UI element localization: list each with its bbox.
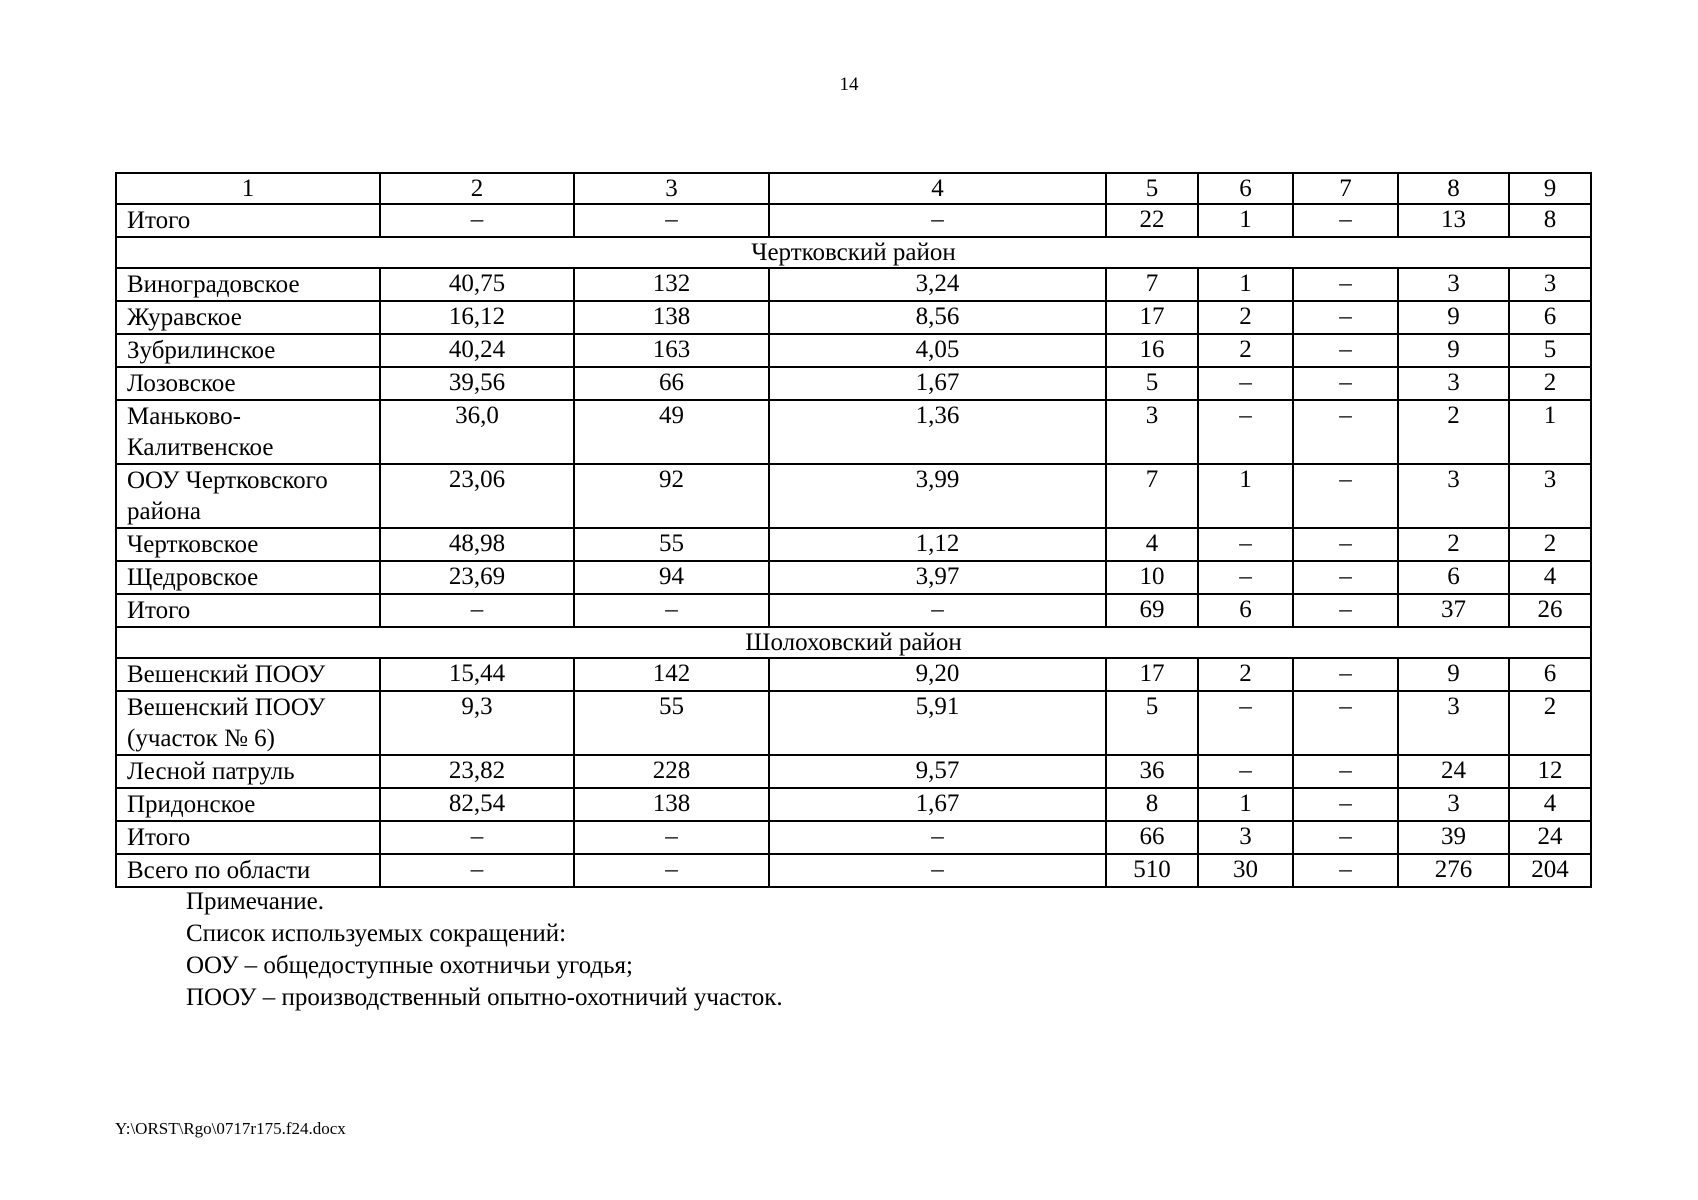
column-number-cell: 4	[769, 173, 1106, 204]
value-cell: 1,12	[769, 528, 1106, 561]
table-row	[116, 301, 1591, 334]
value-cell: –	[1198, 400, 1293, 464]
value-cell: 4	[1106, 528, 1198, 561]
value-cell: 3	[1198, 821, 1293, 854]
row-name-cell: Журавское	[116, 301, 380, 334]
value-cell: 92	[574, 464, 769, 528]
value-cell: 138	[574, 788, 769, 821]
value-cell: 23,69	[380, 561, 574, 594]
value-cell: 40,24	[380, 334, 574, 367]
value-cell: 3	[1509, 464, 1591, 528]
value-cell: –	[1293, 400, 1398, 464]
value-cell: 3,24	[769, 268, 1106, 301]
value-cell: 4,05	[769, 334, 1106, 367]
value-cell: 3	[1398, 367, 1509, 400]
value-cell: 12	[1509, 755, 1591, 788]
value-cell: –	[1293, 788, 1398, 821]
value-cell: –	[574, 854, 769, 887]
table-row	[116, 821, 1591, 854]
value-cell: –	[1198, 367, 1293, 400]
section-row	[116, 627, 1591, 658]
value-cell: –	[380, 821, 574, 854]
value-cell: 1,67	[769, 367, 1106, 400]
value-cell: 3,97	[769, 561, 1106, 594]
value-cell: –	[1293, 367, 1398, 400]
value-cell: –	[1198, 561, 1293, 594]
value-cell: 36	[1106, 755, 1198, 788]
section-title: Шолоховский район	[116, 627, 1591, 658]
value-cell: –	[1293, 821, 1398, 854]
abbreviation-poou: ПООУ – производственный опытно-охотничий участок.	[186, 984, 783, 1011]
value-cell: –	[1293, 204, 1398, 237]
value-cell: 66	[574, 367, 769, 400]
column-number-cell: 6	[1198, 173, 1293, 204]
value-cell: 5	[1106, 691, 1198, 755]
value-cell: 24	[1509, 821, 1591, 854]
value-cell: 30	[1198, 854, 1293, 887]
value-cell: 1	[1198, 204, 1293, 237]
value-cell: 15,44	[380, 658, 574, 691]
value-cell: 8	[1106, 788, 1198, 821]
section-title: Чертковский район	[116, 237, 1591, 268]
value-cell: 66	[1106, 821, 1198, 854]
value-cell: 3	[1509, 268, 1591, 301]
value-cell: –	[1293, 658, 1398, 691]
value-cell: –	[380, 594, 574, 627]
value-cell: –	[1293, 691, 1398, 755]
value-cell: 8	[1509, 204, 1591, 237]
value-cell: –	[574, 204, 769, 237]
value-cell: 4	[1509, 561, 1591, 594]
value-cell: 1	[1198, 464, 1293, 528]
value-cell: –	[1198, 755, 1293, 788]
value-cell: 6	[1198, 594, 1293, 627]
value-cell: –	[769, 821, 1106, 854]
table-row	[116, 268, 1591, 301]
value-cell: 2	[1509, 528, 1591, 561]
value-cell: 1,36	[769, 400, 1106, 464]
value-cell: 9,57	[769, 755, 1106, 788]
page-number: 14	[839, 74, 859, 95]
column-number-cell: 1	[116, 173, 380, 204]
table-row	[116, 528, 1591, 561]
column-number-cell: 5	[1106, 173, 1198, 204]
value-cell: 1,67	[769, 788, 1106, 821]
value-cell: 204	[1509, 854, 1591, 887]
value-cell: –	[380, 204, 574, 237]
column-number-row	[116, 173, 1591, 204]
value-cell: 138	[574, 301, 769, 334]
table-row	[116, 594, 1591, 627]
value-cell: 37	[1398, 594, 1509, 627]
note-title: Примечание.	[186, 888, 325, 915]
value-cell: 7	[1106, 268, 1198, 301]
value-cell: 39	[1398, 821, 1509, 854]
value-cell: –	[1293, 755, 1398, 788]
value-cell: 39,56	[380, 367, 574, 400]
value-cell: 510	[1106, 854, 1198, 887]
abbreviation-oou: ООУ – общедоступные охотничьи угодья;	[186, 952, 633, 979]
value-cell: –	[1293, 464, 1398, 528]
value-cell: 9,20	[769, 658, 1106, 691]
row-name-cell: Чертковское	[116, 528, 380, 561]
row-name-cell: ООУ Чертковского района	[116, 464, 380, 528]
value-cell: –	[1293, 268, 1398, 301]
value-cell: 9	[1398, 301, 1509, 334]
section-row	[116, 237, 1591, 268]
value-cell: 23,82	[380, 755, 574, 788]
row-name-cell: Лесной патруль	[116, 755, 380, 788]
row-name-cell: Вешенский ПООУ	[116, 658, 380, 691]
table-row	[116, 204, 1591, 237]
value-cell: 2	[1198, 334, 1293, 367]
value-cell: 2	[1509, 691, 1591, 755]
value-cell: 2	[1509, 367, 1591, 400]
value-cell: 69	[1106, 594, 1198, 627]
value-cell: 16	[1106, 334, 1198, 367]
row-name-cell: Лозовское	[116, 367, 380, 400]
value-cell: 2	[1198, 301, 1293, 334]
value-cell: 48,98	[380, 528, 574, 561]
value-cell: 26	[1509, 594, 1591, 627]
value-cell: 6	[1509, 301, 1591, 334]
value-cell: 9	[1398, 658, 1509, 691]
column-number-cell: 7	[1293, 173, 1398, 204]
table-row	[116, 561, 1591, 594]
value-cell: 2	[1198, 658, 1293, 691]
table-row	[116, 464, 1591, 528]
table-row	[116, 400, 1591, 464]
value-cell: 3	[1398, 691, 1509, 755]
value-cell: 22	[1106, 204, 1198, 237]
value-cell: –	[769, 204, 1106, 237]
value-cell: 2	[1398, 528, 1509, 561]
row-name-cell: Виноградовское	[116, 268, 380, 301]
table-row	[116, 755, 1591, 788]
value-cell: 16,12	[380, 301, 574, 334]
table-row	[116, 854, 1591, 887]
value-cell: 17	[1106, 658, 1198, 691]
value-cell: –	[769, 854, 1106, 887]
value-cell: 40,75	[380, 268, 574, 301]
value-cell: 17	[1106, 301, 1198, 334]
value-cell: 5	[1106, 367, 1198, 400]
row-name-cell: Итого	[116, 204, 380, 237]
value-cell: –	[1198, 691, 1293, 755]
value-cell: –	[574, 821, 769, 854]
row-name-cell: Зубрилинское	[116, 334, 380, 367]
table-row	[116, 334, 1591, 367]
table-row	[116, 658, 1591, 691]
value-cell: –	[1293, 334, 1398, 367]
value-cell: 36,0	[380, 400, 574, 464]
value-cell: 13	[1398, 204, 1509, 237]
value-cell: 9,3	[380, 691, 574, 755]
abbreviations-heading: Список используемых сокращений:	[186, 920, 567, 947]
row-name-cell: Щедровское	[116, 561, 380, 594]
row-name-cell: Итого	[116, 594, 380, 627]
value-cell: 132	[574, 268, 769, 301]
value-cell: 163	[574, 334, 769, 367]
table-row	[116, 691, 1591, 755]
value-cell: 55	[574, 528, 769, 561]
value-cell: 6	[1398, 561, 1509, 594]
value-cell: 5,91	[769, 691, 1106, 755]
value-cell: 1	[1198, 268, 1293, 301]
value-cell: –	[769, 594, 1106, 627]
value-cell: 228	[574, 755, 769, 788]
row-name-cell: Итого	[116, 821, 380, 854]
value-cell: –	[574, 594, 769, 627]
column-number-cell: 2	[380, 173, 574, 204]
value-cell: 94	[574, 561, 769, 594]
value-cell: –	[1293, 561, 1398, 594]
value-cell: 1	[1509, 400, 1591, 464]
value-cell: 3	[1106, 400, 1198, 464]
row-name-cell: Всего по области	[116, 854, 380, 887]
value-cell: 5	[1509, 334, 1591, 367]
row-name-cell: Придонское	[116, 788, 380, 821]
column-number-cell: 3	[574, 173, 769, 204]
value-cell: 1	[1198, 788, 1293, 821]
value-cell: 3	[1398, 268, 1509, 301]
value-cell: 142	[574, 658, 769, 691]
value-cell: 55	[574, 691, 769, 755]
notes	[186, 886, 783, 1014]
row-name-cell: Маньково-Калитвенское	[116, 400, 380, 464]
value-cell: 23,06	[380, 464, 574, 528]
value-cell: –	[1293, 528, 1398, 561]
value-cell: 7	[1106, 464, 1198, 528]
value-cell: –	[380, 854, 574, 887]
value-cell: 49	[574, 400, 769, 464]
value-cell: –	[1293, 854, 1398, 887]
value-cell: 3	[1398, 788, 1509, 821]
value-cell: 2	[1398, 400, 1509, 464]
column-number-cell: 9	[1509, 173, 1591, 204]
value-cell: 6	[1509, 658, 1591, 691]
table-row	[116, 367, 1591, 400]
file-path-footer: Y:\ORST\Rgo\0717r175.f24.docx	[115, 1119, 346, 1138]
value-cell: 24	[1398, 755, 1509, 788]
value-cell: 276	[1398, 854, 1509, 887]
table-row	[116, 788, 1591, 821]
value-cell: 3	[1398, 464, 1509, 528]
value-cell: –	[1293, 301, 1398, 334]
value-cell: 3,99	[769, 464, 1106, 528]
value-cell: 10	[1106, 561, 1198, 594]
value-cell: 9	[1398, 334, 1509, 367]
value-cell: –	[1198, 528, 1293, 561]
value-cell: –	[1293, 594, 1398, 627]
column-number-cell: 8	[1398, 173, 1509, 204]
row-name-cell: Вешенский ПООУ (участок № 6)	[116, 691, 380, 755]
value-cell: 4	[1509, 788, 1591, 821]
value-cell: 8,56	[769, 301, 1106, 334]
hunting-grounds-table	[115, 172, 1592, 888]
value-cell: 82,54	[380, 788, 574, 821]
